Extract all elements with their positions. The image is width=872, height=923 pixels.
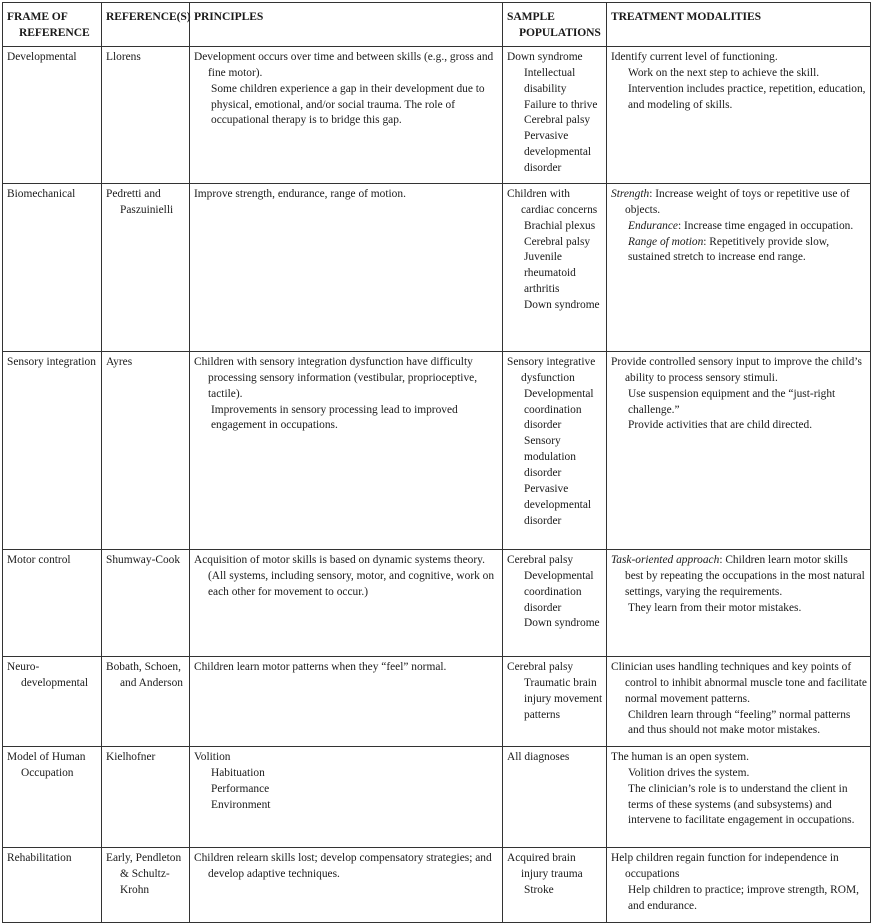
principles-cell: [190, 549, 503, 656]
principles-cell-line-text: Children learn motor patterns when they “feel” normal.: [194, 660, 447, 673]
populations-cell-line: [507, 113, 603, 129]
populations-cell-line-text: Sensory integrative dysfunction: [507, 355, 596, 384]
populations-cell-line-text: Traumatic brain injury movement patterns: [524, 676, 603, 721]
reference-cell: [102, 847, 190, 922]
reference-cell-text: Pedretti and Paszuinielli: [106, 187, 174, 216]
table-row: [3, 46, 871, 183]
modalities-cell-line: [611, 387, 867, 419]
frame-cell: [3, 46, 102, 183]
frame-cell-text: Motor control: [7, 553, 71, 566]
table-row: [3, 549, 871, 656]
populations-cell-line: [507, 676, 603, 724]
populations-cell-line-text: Intellectual disability: [524, 66, 576, 95]
populations-cell-line: [507, 883, 603, 899]
header-populations: [503, 3, 607, 47]
populations-cell-line: [507, 50, 603, 66]
populations-cell: [503, 183, 607, 351]
table-row: [3, 746, 871, 847]
modalities-cell-line-text: Children learn through “feeling” normal patterns and thus should not make motor mistakes.: [628, 708, 851, 737]
reference-cell: [102, 746, 190, 847]
modalities-cell-line: [611, 553, 867, 601]
principles-cell-line-text: Children relearn skills lost; develop compensatory strategies; and develop adaptive techniques.: [194, 851, 492, 880]
populations-cell: [503, 847, 607, 922]
frame-cell: [3, 847, 102, 922]
populations-cell-line: [507, 851, 603, 883]
header-populations-line-1: SAMPLE: [507, 10, 555, 23]
populations-cell-line-text: Children with cardiac concerns: [507, 187, 598, 216]
populations-cell-line-text: Failure to thrive: [524, 98, 598, 111]
populations-cell-line: [507, 355, 603, 387]
populations-cell-line-text: Juvenile rheumatoid arthritis: [524, 251, 576, 296]
principles-cell-line-text: Habituation: [211, 766, 265, 779]
frames-of-reference-table: [2, 2, 871, 923]
principles-cell-line-text: Volition: [194, 750, 231, 763]
modalities-cell-line-text: Provide controlled sensory input to improve the child’s ability to process sensory stimuli.: [611, 355, 862, 384]
principles-cell-line: [194, 187, 499, 203]
modalities-cell-line-text: : Children learn motor skills best by repeating the occupations in the most natural settings, varying the requirements.: [625, 553, 865, 598]
modalities-cell-line-lead: Strength: [611, 187, 650, 200]
modalities-cell-line: [611, 766, 867, 782]
principles-cell-line-text: Acquisition of motor skills is based on dynamic systems theory. (All systems, including sensory, motor, and cognitive, work on each other for movement to occur.): [194, 553, 495, 598]
modalities-cell-line: [611, 708, 867, 740]
principles-cell-line: [194, 403, 499, 435]
principles-cell-line-text: Development occurs over time and between skills (e.g., gross and fine motor).: [194, 50, 494, 79]
populations-cell-line: [507, 660, 603, 676]
modalities-cell-line: [611, 187, 867, 219]
modalities-cell: [607, 351, 871, 549]
header-frame-line-2: REFERENCE: [19, 25, 90, 39]
populations-cell-line: [507, 569, 603, 617]
modalities-cell-line: [611, 219, 867, 235]
populations-cell-line-text: Pervasive developmental disorder: [524, 130, 592, 175]
frame-cell-text: Rehabilitation: [7, 851, 72, 864]
modalities-cell-line: [611, 355, 867, 387]
reference-cell: [102, 351, 190, 549]
populations-cell-line: [507, 98, 603, 114]
principles-cell-line-text: Performance: [211, 782, 270, 795]
modalities-cell: [607, 656, 871, 746]
principles-cell-line: [194, 82, 499, 130]
populations-cell-line: [507, 298, 603, 314]
populations-cell-line: [507, 553, 603, 569]
header-frame-line-1: FRAME OF: [7, 10, 68, 23]
modalities-cell-line: [611, 418, 867, 434]
table-row: [3, 351, 871, 549]
header-modalities-label: TREATMENT MODALITIES: [611, 10, 761, 23]
modalities-cell-line: [611, 782, 867, 830]
modalities-cell-line: [611, 601, 867, 617]
header-populations-line-2: POPULATIONS: [519, 25, 601, 39]
table-row: [3, 656, 871, 746]
modalities-cell: [607, 549, 871, 656]
populations-cell-line: [507, 187, 603, 219]
principles-cell: [190, 847, 503, 922]
modalities-cell-line-lead: Task-oriented approach: [611, 553, 720, 566]
reference-cell-text: Early, Pendleton & Schultz-Krohn: [106, 851, 182, 896]
populations-cell-line-text: Sensory modulation disorder: [524, 435, 576, 480]
modalities-cell-line-text: : Increase time engaged in occupation.: [677, 219, 854, 232]
header-principles-label: PRINCIPLES: [194, 10, 264, 23]
populations-cell-line: [507, 129, 603, 177]
populations-cell-line-text: Down syndrome: [507, 50, 583, 63]
header-modalities: [607, 3, 871, 47]
modalities-cell-line-text: : Increase weight of toys or repetitive use of objects.: [625, 187, 850, 216]
populations-cell-line-text: Brachial plexus: [524, 219, 596, 232]
modalities-cell-line-text: Work on the next step to achieve the skill.: [628, 66, 820, 79]
frame-cell-text: Sensory integration: [7, 355, 96, 368]
frame-cell-text: Developmental: [7, 50, 77, 63]
modalities-cell-line-text: : Repetitively provide slow, sustained stretch to increase end range.: [628, 235, 830, 264]
principles-cell: [190, 746, 503, 847]
modalities-cell-line-lead: Endurance: [628, 219, 678, 232]
modalities-cell-line: [611, 851, 867, 883]
principles-cell-line: [194, 798, 499, 814]
populations-cell-line-text: Cerebral palsy: [524, 235, 591, 248]
populations-cell-line-text: Cerebral palsy: [507, 660, 574, 673]
modalities-cell-line-text: Intervention includes practice, repetition, education, and modeling of skills.: [628, 82, 866, 111]
modalities-cell-line-lead: Range of motion: [628, 235, 704, 248]
frame-cell: [3, 746, 102, 847]
header-references-label: REFERENCE(S): [106, 10, 191, 23]
modalities-cell-line-text: They learn from their motor mistakes.: [628, 601, 802, 614]
populations-cell-line: [507, 750, 603, 766]
frame-cell-text: Neuro-developmental: [7, 660, 89, 689]
populations-cell-line: [507, 250, 603, 298]
reference-cell: [102, 183, 190, 351]
populations-cell-line-text: Developmental coordination disorder: [524, 387, 594, 432]
populations-cell-line: [507, 387, 603, 435]
populations-cell-line-text: Cerebral palsy: [524, 114, 591, 127]
modalities-cell-line: [611, 235, 867, 267]
populations-cell-line: [507, 616, 603, 632]
header-frame: [3, 3, 102, 47]
modalities-cell: [607, 183, 871, 351]
principles-cell: [190, 351, 503, 549]
modalities-cell: [607, 746, 871, 847]
modalities-cell-line-text: Provide activities that are child directed.: [628, 419, 813, 432]
populations-cell-line-text: Pervasive developmental disorder: [524, 483, 592, 527]
principles-cell-line: [194, 750, 499, 766]
principles-cell-line: [194, 851, 499, 883]
populations-cell-line-text: Down syndrome: [524, 617, 600, 630]
principles-cell-line-text: Improvements in sensory processing lead to improved engagement in occupations.: [211, 403, 458, 432]
modalities-cell-line-text: Help children regain function for independence in occupations: [611, 851, 839, 880]
populations-cell-line: [507, 235, 603, 251]
frame-cell-text: Biomechanical: [7, 187, 76, 200]
populations-cell-line-text: Down syndrome: [524, 299, 600, 312]
populations-cell-line: [507, 482, 603, 530]
reference-cell-text: Llorens: [106, 50, 141, 63]
principles-cell-line: [194, 766, 499, 782]
principles-cell-line: [194, 355, 499, 403]
modalities-cell-line: [611, 883, 867, 915]
populations-cell-line-text: All diagnoses: [507, 750, 570, 763]
table-row: [3, 183, 871, 351]
principles-cell-line: [194, 50, 499, 82]
populations-cell-line: [507, 66, 603, 98]
populations-cell: [503, 351, 607, 549]
principles-cell: [190, 46, 503, 183]
modalities-cell-line: [611, 660, 867, 708]
frame-cell: [3, 351, 102, 549]
principles-cell-line: [194, 553, 499, 601]
modalities-cell-line-text: Identify current level of functioning.: [611, 50, 778, 63]
modalities-cell-line: [611, 750, 867, 766]
modalities-cell-line-text: Use suspension equipment and the “just-right challenge.”: [628, 387, 836, 416]
modalities-cell: [607, 847, 871, 922]
header-row: [3, 3, 871, 47]
reference-cell-text: Kielhofner: [106, 750, 156, 763]
modalities-cell-line-text: Volition drives the system.: [628, 766, 750, 779]
reference-cell: [102, 46, 190, 183]
frame-cell-text: Model of Human Occupation: [7, 750, 86, 779]
reference-cell: [102, 549, 190, 656]
table-body: [3, 46, 871, 922]
reference-cell-text: Bobath, Schoen, and Anderson: [106, 660, 183, 689]
header-references: [102, 3, 190, 47]
populations-cell-line-text: Developmental coordination disorder: [524, 569, 594, 614]
header-principles: [190, 3, 503, 47]
principles-cell: [190, 183, 503, 351]
reference-cell-text: Shumway-Cook: [106, 553, 181, 566]
frame-cell: [3, 549, 102, 656]
principles-cell-line-text: Environment: [211, 798, 271, 811]
populations-cell: [503, 46, 607, 183]
populations-cell: [503, 549, 607, 656]
frame-cell: [3, 183, 102, 351]
populations-cell-line-text: Acquired brain injury trauma: [507, 851, 583, 880]
modalities-cell-line-text: The clinician’s role is to understand the client in terms of these systems (and subsystems) and intervene to facilitate engagement in occupations.: [628, 782, 855, 827]
modalities-cell-line: [611, 66, 867, 82]
populations-cell-line: [507, 434, 603, 482]
principles-cell-line: [194, 782, 499, 798]
principles-cell-line-text: Children with sensory integration dysfunction have difficulty processing sensory information (vestibular, proprioceptive, tactile).: [194, 355, 478, 400]
populations-cell: [503, 656, 607, 746]
modalities-cell-line-text: The human is an open system.: [611, 750, 749, 763]
principles-cell: [190, 656, 503, 746]
reference-cell: [102, 656, 190, 746]
modalities-cell-line: [611, 50, 867, 66]
principles-cell-line: [194, 660, 499, 676]
populations-cell: [503, 746, 607, 847]
reference-cell-text: Ayres: [106, 355, 133, 368]
modalities-cell: [607, 46, 871, 183]
populations-cell-line-text: Stroke: [524, 883, 554, 896]
frame-cell: [3, 656, 102, 746]
table-row: [3, 847, 871, 922]
modalities-cell-line-text: Clinician uses handling techniques and key points of control to inhibit abnormal muscle tone and facilitate normal movement patterns.: [611, 660, 867, 705]
populations-cell-line-text: Cerebral palsy: [507, 553, 574, 566]
modalities-cell-line-text: Help children to practice; improve strength, ROM, and endurance.: [628, 883, 859, 912]
modalities-cell-line: [611, 82, 867, 114]
populations-cell-line: [507, 219, 603, 235]
principles-cell-line-text: Improve strength, endurance, range of motion.: [194, 187, 406, 200]
principles-cell-line-text: Some children experience a gap in their development due to physical, emotional, and/or social trauma. The role of occupational therapy is to bridge this gap.: [211, 82, 485, 127]
